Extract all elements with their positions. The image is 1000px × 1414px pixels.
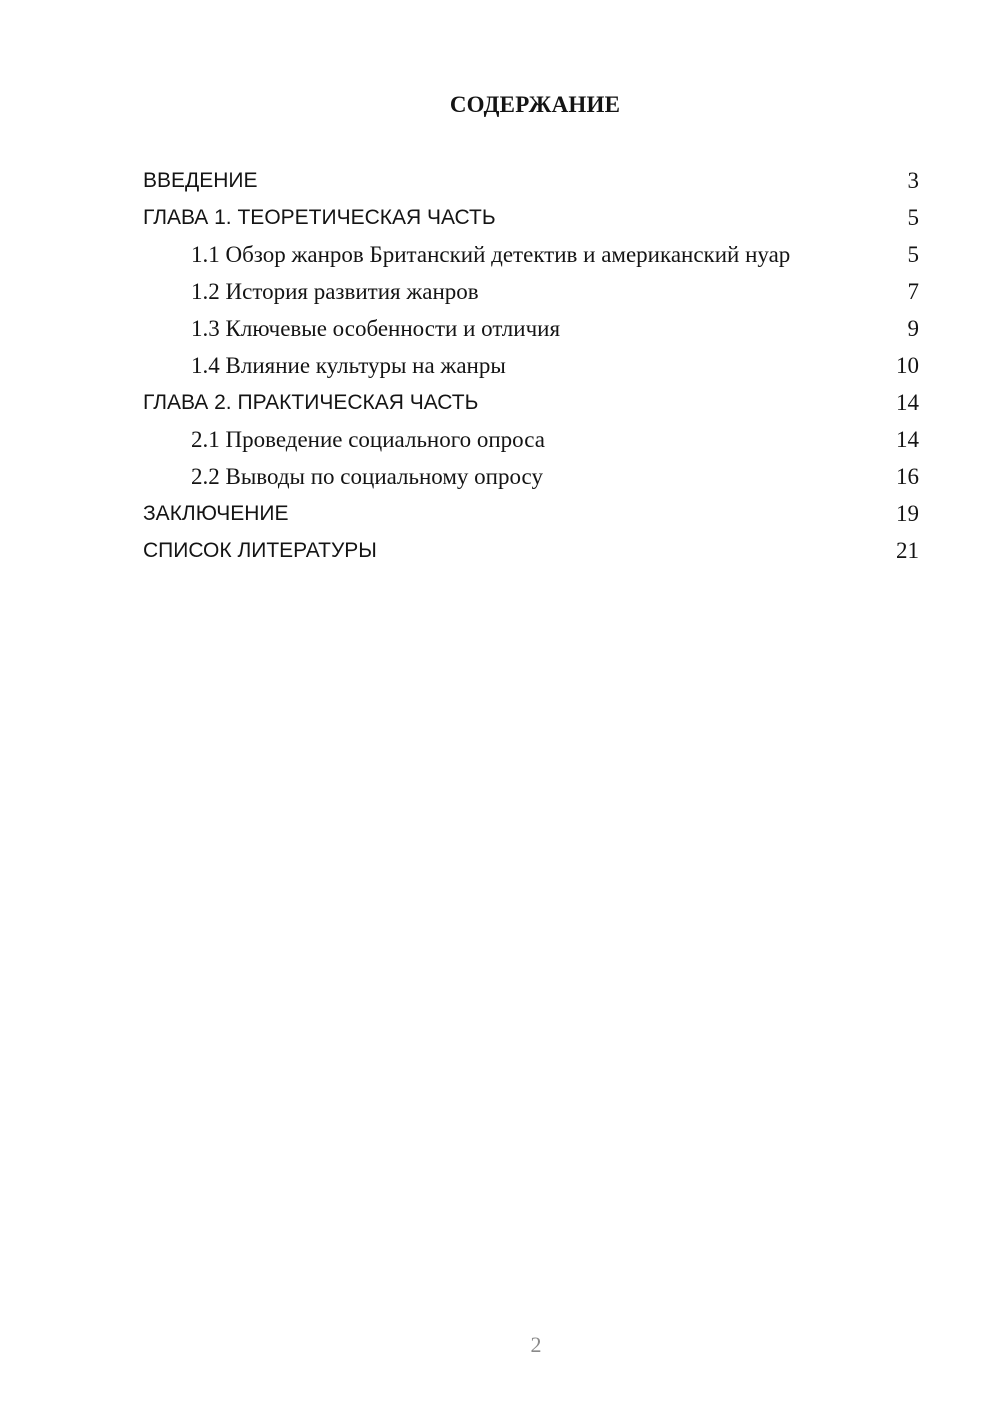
toc-entry-label: 2.1 Проведение социального опроса [191,427,545,452]
toc-entry-section-1-2[interactable] [143,279,919,305]
page-title: СОДЕРЖАНИЕ [449,92,621,117]
toc-entry-page: 16 [896,464,919,489]
toc-entry-page: 5 [907,205,919,230]
toc-entry-page: 7 [907,279,919,304]
toc-entry-label: 2.2 Выводы по социальному опросу [191,464,543,489]
toc-entry-page: 21 [896,538,919,563]
toc-entry-chapter-2[interactable] [143,390,919,416]
toc-entry-page: 14 [896,390,919,415]
toc-entry-conclusion[interactable] [143,501,919,527]
toc-entry-bibliography[interactable] [143,538,919,564]
toc-entry-page: 5 [907,242,919,267]
toc-entry-page: 9 [907,316,919,341]
toc-entry-label: ЗАКЛЮЧЕНИЕ [143,502,289,525]
toc-entry-label: СПИСОК ЛИТЕРАТУРЫ [143,539,377,562]
toc-entry-introduction[interactable] [143,168,919,194]
toc-entry-label: 1.2 История развития жанров [191,279,479,304]
page-number: 2 [530,1332,542,1357]
toc-entry-label: 1.4 Влияние культуры на жанры [191,353,506,378]
toc-entry-page: 19 [896,501,919,526]
toc-entry-label: 1.3 Ключевые особенности и отличия [191,316,561,341]
toc-entry-chapter-1[interactable] [143,205,919,231]
toc-entry-section-2-2[interactable] [143,464,919,490]
toc-entry-label: ГЛАВА 1. ТЕОРЕТИЧЕСКАЯ ЧАСТЬ [143,206,496,229]
toc-entry-section-1-1[interactable] [143,242,919,268]
toc-entry-page: 10 [896,353,919,378]
toc-entry-section-1-3[interactable] [143,316,919,342]
toc-entry-page: 3 [907,168,919,193]
toc-entry-section-1-4[interactable] [143,353,919,379]
table-of-contents [143,168,919,575]
toc-entry-label: ГЛАВА 2. ПРАКТИЧЕСКАЯ ЧАСТЬ [143,391,479,414]
toc-entry-page: 14 [896,427,919,452]
toc-entry-label: 1.1 Обзор жанров Британский детектив и американский нуар [191,242,791,267]
toc-entry-section-2-1[interactable] [143,427,919,453]
toc-entry-label: ВВЕДЕНИЕ [143,169,258,192]
